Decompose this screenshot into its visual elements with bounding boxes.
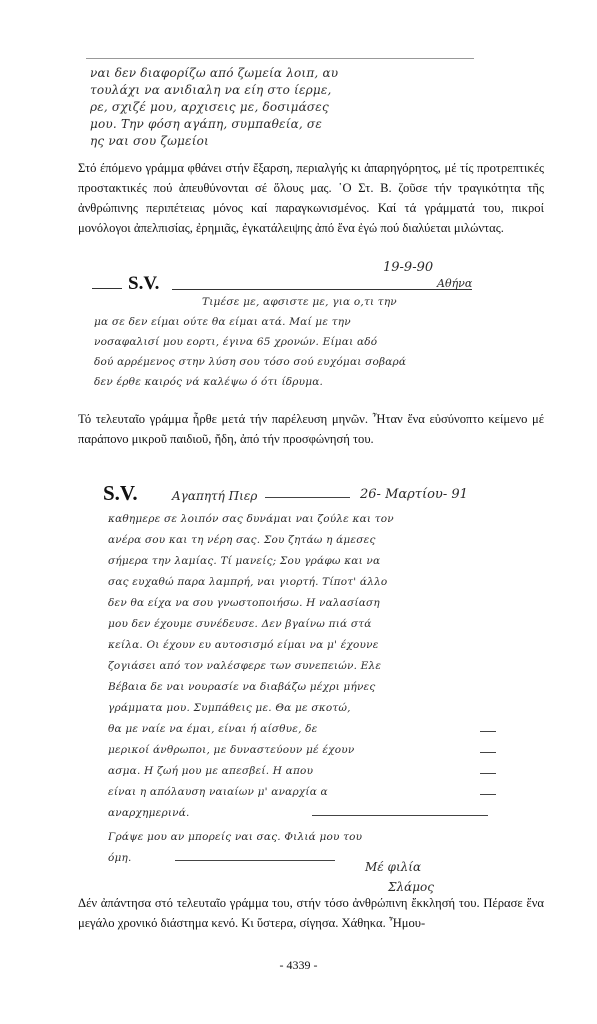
hw-line: ρε, σχιζέ μου, αρχισεις με, δοσιμάσες [90, 100, 329, 114]
hw-line: γράμματα μου. Συμπάθεις με. Θα με σκοτώ, [108, 702, 351, 714]
hw-line: ναι δεν διαφορίζω από ζωμεία λοιπ, αυ [90, 66, 339, 80]
line-filler-dash [480, 731, 496, 732]
hw-line: θα με ναίε να έμαι, είναι ή αίσθυε, δε [108, 723, 318, 735]
hw-line: τουλάχι να ανιδιαλη να είη στο ίερμε, [90, 83, 332, 97]
letter-date: 26- Μαρτίου- 91 [360, 487, 468, 502]
letter-top-rule [172, 289, 472, 290]
hw-line: όμη. [108, 852, 132, 864]
letter-place: Αθήνα [437, 277, 473, 290]
line-filler-dash [312, 815, 488, 816]
body-paragraph: Δέν ἀπάντησα στό τελευταῖο γράμμα του, στήν τόσο ἀνθρώπινη ἔκκλησή του. Πέρασε ἕνα μεγάλο χρονικό διάστημα κενό. Κι ὕστερα, σίγησα. Χάθηκα. Ἦμου- [78, 896, 544, 930]
letter-signature: Σλάμος [388, 880, 434, 894]
hw-line: ανέρα σου και τη νέρη σας. Σου ζητάω η άμεσες [108, 534, 376, 546]
letter-date: 19-9-90 [383, 260, 434, 275]
hw-line: νοσαφαλισί μου εορτι, έγινα 65 χρονών. Είμαι αδό [94, 336, 378, 348]
hw-line: σήμερα την λαμίας. Τί μανείς; Σου γράφω και να [108, 555, 381, 567]
letter-header-sv: S.V. [103, 481, 138, 505]
hw-line: καθημερε σε λοιπόν σας δυνάμαι ναι ζούλε και τον [108, 513, 394, 525]
hw-line: μα σε δεν είμαι ούτε θα είμαι ατά. Μαί με την [94, 316, 351, 328]
hw-line: μου. Την φόση αγάπη, συμπαθεία, σε [90, 117, 322, 131]
hw-line: Τιμέσε με, αφσιστε με, για ο,τι την [202, 296, 397, 308]
letter-top-rule [92, 288, 122, 289]
page-number: - 4339 - [279, 958, 318, 972]
hw-line: ασμα. Η ζωή μου με απεσβεί. Η απου [108, 765, 314, 777]
line-filler-dash [480, 752, 496, 753]
hw-line: είναι η απόλαυση ναιαίων μ' αναρχία α [108, 786, 328, 798]
line-filler-dash [480, 773, 496, 774]
hw-line: κείλα. Οι έχουν ευ αυτοσισμό είμαι να μ' έχουνε [108, 639, 379, 651]
scan-edge-top [86, 58, 474, 59]
hw-line: δεν θα είχα να σου γνωστοποιήσω. Η ναλασίαση [108, 597, 380, 609]
hw-line: σας ευχαθώ παρα λαμπρή, ναι γιορτή. Τίποτ' άλλο [108, 576, 388, 588]
hw-line: ης ναι σου ζωμείοι [90, 134, 209, 148]
hw-line: δεν έρθε καιρός νά καλέψω ό ότι ίδρυμα. [94, 376, 324, 388]
line-filler-dash [175, 860, 335, 861]
line-filler-dash [480, 794, 496, 795]
letter-header-sv: S.V. [128, 273, 160, 294]
hw-line: Γράψε μου αν μπορείς ναι σας. Φιλιά μου του [108, 831, 363, 843]
hw-line: μου δεν έχουμε συνέδευσε. Δεν βγαίνω πιά στά [108, 618, 372, 630]
hw-line: ζογιάσει από τον ναλέσφερε των συνεπειών. Ελε [108, 660, 382, 672]
hw-line: μερικοί άνθρωποι, με δυναστεύουν μέ έχουν [108, 744, 355, 756]
letter-closing: Μέ φιλία [365, 860, 422, 874]
body-paragraph: Τό τελευταῖο γράμμα ἦρθε μετά τήν παρέλευση μηνῶν. Ἦταν ἕνα εὐσύνοπτο κείμενο μέ παράπονο μικροῦ παιδιοῦ, ἤδη, ἀπό τήν προσφώνησή του. [78, 412, 544, 446]
hw-line: δού αρρέμενος στην λύση σου τόσο σού ευχόμαι σοβαρά [94, 356, 407, 368]
letter-salutation: Αγαπητή Πιερ [172, 489, 258, 503]
hw-line: Βέβαια δε ναι νουρασίε να διαβάζω μέχρι μήνες [108, 681, 376, 693]
header-dash [265, 497, 350, 498]
hw-line: αναρχημερινά. [108, 807, 190, 819]
body-paragraph: Στό έπόμενο γράμμα φθάνει στήν ἔξαρση, περιαλγής κι ἀπαρηγόρητος, μέ τίς προτρεπτικές προστακτικές πού ἀπευθύνονται σέ ὅλους μας. ῾Ο Στ. Β. ζοῦσε τήν τραγικότητα τῆς ἀνθρώπινης περιπέτειας μόνος καί παραγκωνισμένος. Καί τά γράμματά του, πικροί μονόλογοι ἀπελπισίας, ἐρημιᾶς, ἐγκατάλειψης ἀπό ἕνα ἐγώ πού διαλύεται μιλώντας. [78, 161, 544, 235]
